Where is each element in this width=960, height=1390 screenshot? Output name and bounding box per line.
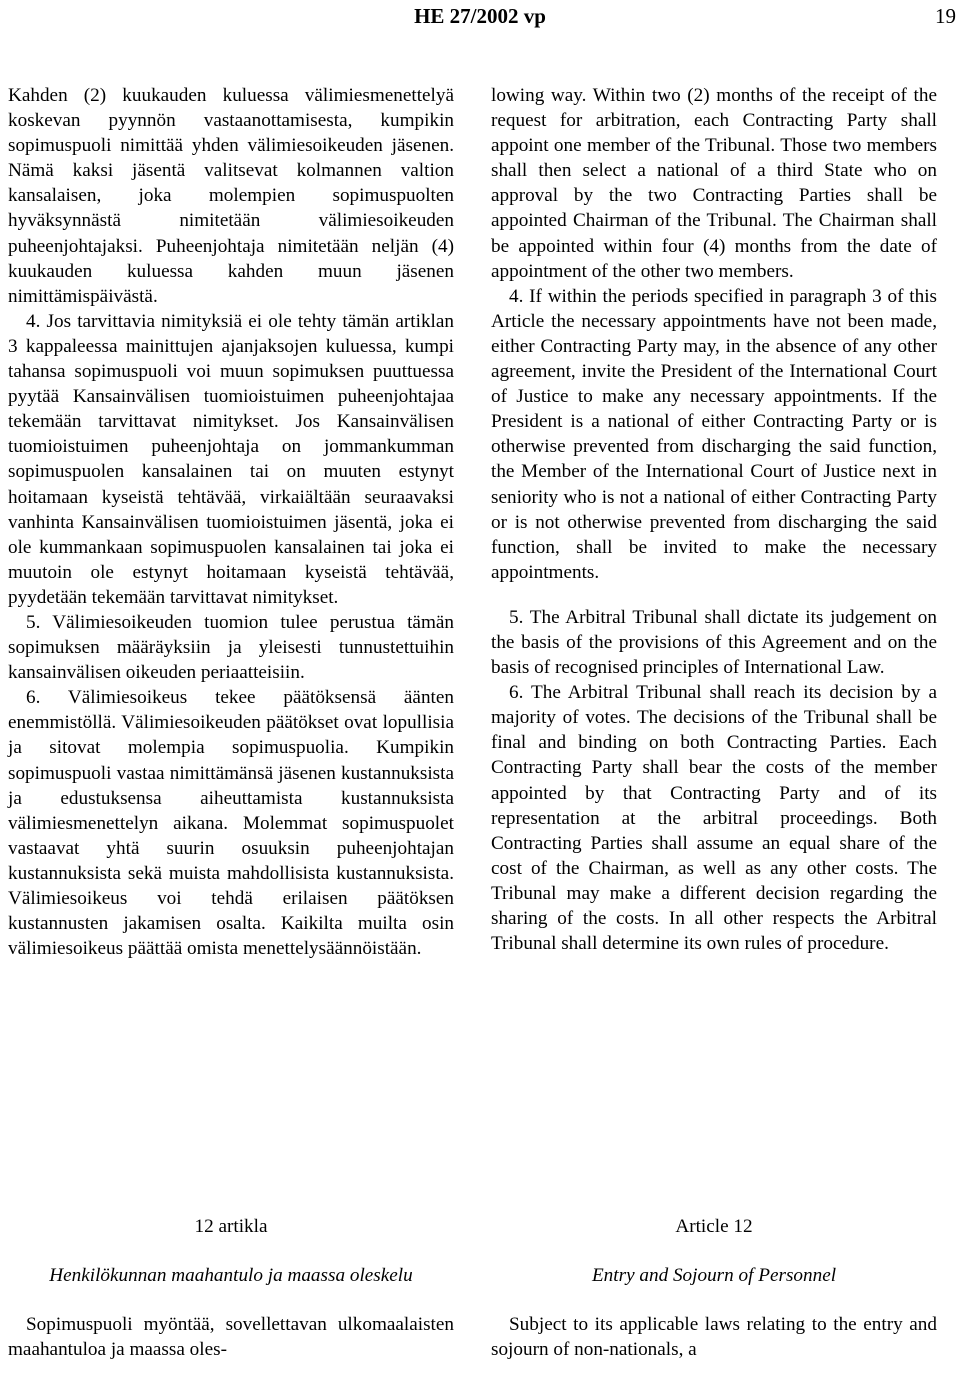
paragraph-3-fi: Kahden (2) kuukauden kuluessa välimiesmenettelyä koskevan pyynnön vastaanottamisesta, kumpikin sopimuspuoli nimittää yhden välimiesoikeuden jäsenen. Nämä kaksi jäsentä valitsevat kolmannen valtion kansalaisen, joka molempien sopimuspuolten hyväksynnästä nimitetään välimiesoikeuden puheenjohtajaksi. Puheenjohtaja nimitetään neljän (4) kuukauden kuluessa kahden muun jäsenen nimittämispäivästä.	[8, 85, 454, 307]
article-title-en: Article 12	[675, 1216, 753, 1237]
article-12-fi	[8, 1214, 454, 1362]
document-id: HE 27/2002 vp	[414, 4, 546, 28]
page-number: 19	[935, 4, 956, 28]
english-column	[491, 83, 937, 956]
article-12-en	[491, 1214, 937, 1362]
paragraph-5-en: 5. The Arbitral Tribunal shall dictate its judgement on the basis of the provisions of this Agreement and on the basis of recognised principles of International Law.	[491, 606, 937, 679]
spacer	[491, 585, 937, 605]
paragraph-4-fi: 4. Jos tarvittavia nimityksiä ei ole tehty tämän artiklan 3 kappaleessa mainittujen ajanjaksojen kuluessa, kumpi tahansa sopimuspuoli voi muun sopimuksen puuttuessa pyytää Kansainvälisen tuomioistuimen puheenjohtajaa tekemään tarvittavat nimitykset. Jos Kansainvälisen tuomioistuimen puheenjohtaja on jommankumman sopimuspuolen kansalainen tai on muuten estynyt hoitamaan kyseistä tehtävää, virkaiältään seuraavaksi vanhinta Kansainvälisen tuomioistuimen jäsentä, joka ei ole kummankaan sopimuspuolen kansalainen tai joka ei muutoin ole estynyt hoitamaan kyseistä tehtävää, pyydetään tekemään tarvittavat nimitykset.	[8, 310, 454, 608]
page-header	[0, 0, 960, 32]
article-heading-fi: Henkilökunnan maahantulo ja maassa oleskelu	[49, 1265, 413, 1287]
finnish-column	[8, 83, 454, 961]
article-text-en: Subject to its applicable laws relating to the entry and sojourn of non-nationals, a	[491, 1314, 937, 1361]
paragraph-6-fi: 6. Välimiesoikeus tekee päätöksensä äänten enemmistöllä. Välimiesoikeuden päätökset ovat lopullisia ja sitovat molempia sopimuspuolia. Kumpikin sopimuspuoli vastaa nimittämänsä jäsenen kustannuksista ja edustuksensa aiheuttamista kustannuksista välimiesmenettelyn aikana. Molemmat sopimuspuolet vastaavat yhtä suurin osuuksin puheenjohtajan kustannuksista sekä muista mahdollisista kustannuksista. Välimiesoikeus voi tehdä erilaisen päätöksen kustannusten jakamisen osalta. Kaikilta muilta osin välimiesoikeus päättää omista menettelysäännöistään.	[8, 687, 454, 960]
article-heading-en: Entry and Sojourn of Personnel	[591, 1265, 837, 1287]
paragraph-6-en: 6. The Arbitral Tribunal shall reach its decision by a majority of votes. The decisions of the Tribunal shall be final and binding on both Contracting Parties. Each Contracting Party shall bear the costs of the member appointed by that Contracting Party and of its representation at the arbitral proceedings. Both Contracting Parties shall assume an equal share of the cost of the Chairman, as well as any other costs. The Tribunal may make a different decision regarding the sharing of the costs. In all other respects the Arbitral Tribunal shall determine its own rules of procedure.	[491, 682, 937, 955]
article-text-fi: Sopimuspuoli myöntää, sovellettavan ulkomaalaisten maahantuloa ja maassa oles-	[8, 1314, 454, 1361]
paragraph-4-en: 4. If within the periods specified in paragraph 3 of this Article the necessary appointments have not been made, either Contracting Party may, in the absence of any other agreement, invite the President of the International Court of Justice to make any necessary appointments. If the President is a national of either Contracting Party or is otherwise prevented from discharging the said function, the Member of the International Court of Justice next in seniority who is not a national of either Contracting Party or is not otherwise prevented from discharging the said function, shall be invited to make the necessary appointments.	[491, 285, 937, 583]
article-title-fi: 12 artikla	[194, 1216, 268, 1237]
paragraph-3-en: lowing way. Within two (2) months of the receipt of the request for arbitration, each Contracting Party shall appoint one member of the Tribunal. Those two members shall then select a national of a third State who on approval by the two Contracting Parties shall be appointed Chairman of the Tribunal. The Chairman shall be appointed within four (4) months from the date of appointment of the other two members.	[491, 85, 937, 282]
paragraph-5-fi: 5. Välimiesoikeuden tuomion tulee perustua tämän sopimuksen määräyksiin ja yleisesti tunnustettuihin kansainvälisen oikeuden periaatteisiin.	[8, 611, 454, 684]
